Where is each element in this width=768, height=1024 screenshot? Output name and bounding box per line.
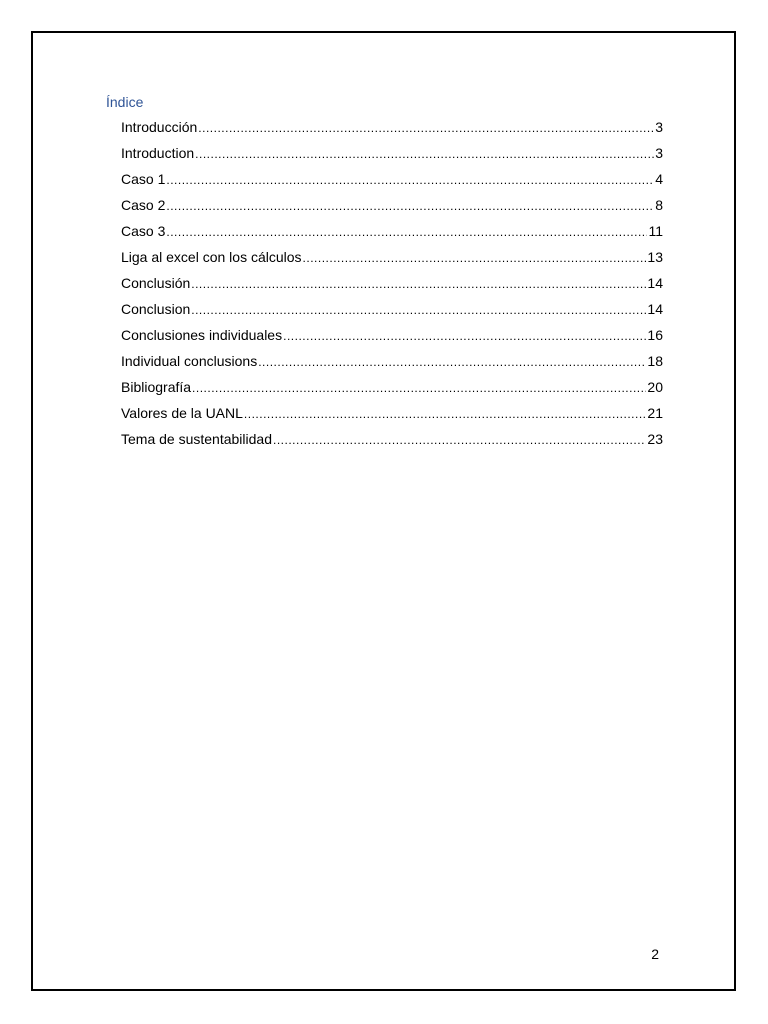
toc-dot-leader [166,171,654,189]
toc-entry-page: 4 [655,171,663,187]
toc-entry[interactable] [121,248,663,274]
toc-dot-leader [258,353,646,371]
toc-entry[interactable] [121,222,663,248]
toc-title: Índice [106,94,144,110]
toc-entry-page: 11 [648,223,663,239]
toc-dot-leader [191,301,646,319]
toc-entry[interactable] [121,404,663,430]
toc-dot-leader [166,223,647,241]
toc-entry-page: 18 [647,353,663,369]
toc-entry[interactable] [121,274,663,300]
toc-entry[interactable] [121,196,663,222]
page-number: 2 [651,946,659,962]
toc-dot-leader [303,249,647,267]
toc-entry-label: Caso 2 [121,197,166,213]
toc-dot-leader [273,431,646,449]
toc-dot-leader [283,327,646,345]
toc-entry-label: Liga al excel con los cálculos [121,249,302,265]
toc-entry[interactable] [121,300,663,326]
toc-entry-label: Conclusion [121,301,191,317]
toc-entry-page: 3 [655,145,663,161]
toc-entry-label: Caso 3 [121,223,166,239]
toc-entry-page: 14 [647,275,663,291]
toc-entry[interactable] [121,144,663,170]
toc-dot-leader [195,145,654,163]
toc-entry-page: 13 [647,249,663,265]
toc-dot-leader [191,275,646,293]
toc-entry-label: Conclusiones individuales [121,327,283,343]
toc-entry[interactable] [121,326,663,352]
toc-entry-label: Individual conclusions [121,353,258,369]
toc-entry-page: 21 [647,405,663,421]
toc-entry-page: 23 [647,431,663,447]
toc-entry-page: 20 [647,379,663,395]
toc-dot-leader [244,405,647,423]
toc-list [121,118,663,456]
toc-dot-leader [192,379,646,397]
toc-entry[interactable] [121,170,663,196]
toc-entry-page: 3 [655,119,663,135]
toc-dot-leader [166,197,654,215]
document-page [31,31,736,991]
toc-entry-label: Conclusión [121,275,191,291]
toc-entry[interactable] [121,430,663,456]
toc-entry[interactable] [121,378,663,404]
toc-entry-label: Caso 1 [121,171,166,187]
toc-entry-label: Valores de la UANL [121,405,243,421]
toc-entry[interactable] [121,352,663,378]
toc-entry-page: 14 [647,301,663,317]
toc-entry-label: Introducción [121,119,198,135]
toc-entry[interactable] [121,118,663,144]
toc-entry-page: 8 [655,197,663,213]
toc-entry-label: Tema de sustentabilidad [121,431,272,447]
toc-dot-leader [198,119,654,137]
toc-entry-page: 16 [647,327,663,343]
toc-entry-label: Bibliografía [121,379,192,395]
toc-entry-label: Introduction [121,145,195,161]
